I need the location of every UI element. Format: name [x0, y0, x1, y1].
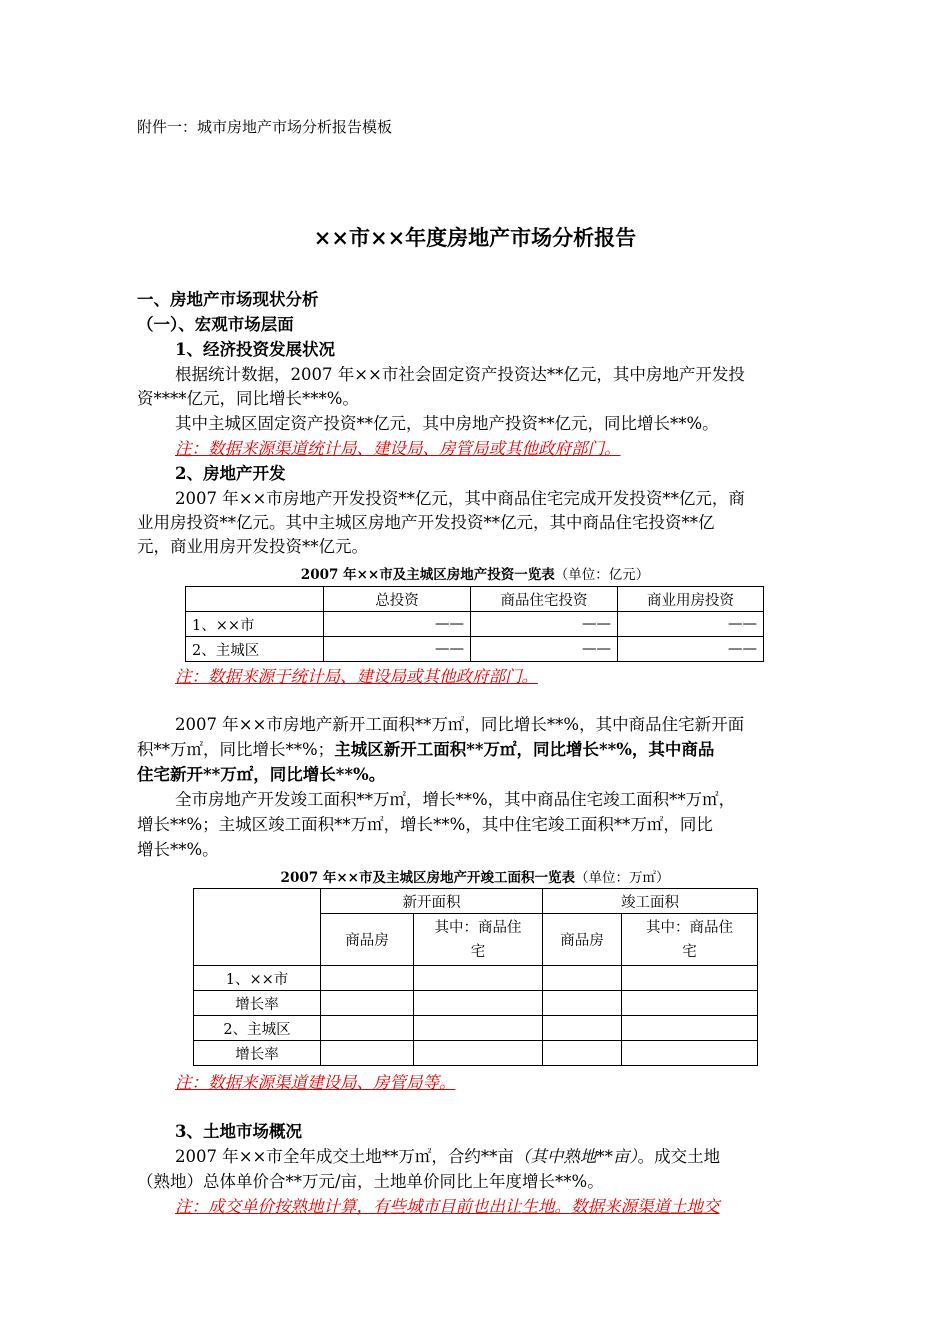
table-cell — [321, 966, 414, 991]
plain-text: 。成交土地 — [637, 1147, 721, 1166]
subheader-line: 其中：商品住 — [646, 919, 733, 936]
table-header-row — [186, 587, 764, 612]
item1-source-note: 注：数据来源渠道统计局、建设局、房管局或其他政府部门。 — [175, 439, 621, 458]
table-cell — [622, 1041, 758, 1066]
table1-title — [0, 563, 950, 583]
table-subheader-cell — [414, 914, 543, 966]
item3-heading: 3、土地市场概况 — [175, 1122, 302, 1141]
table-row — [194, 1016, 758, 1041]
table-cell — [622, 1016, 758, 1041]
item2-paragraph-line: 住宅新开**万㎡，同比增长**%。 — [137, 765, 386, 784]
table-cell — [321, 991, 414, 1016]
item2-paragraph-line: 业用房投资**亿元。其中主城区房地产开发投资**亿元，其中商品住宅投资**亿 — [137, 513, 715, 532]
item3-paragraph-line: （熟地）总体单价合**万元/亩，土地单价同比上年度增长**%。 — [137, 1172, 604, 1191]
table-cell: —— — [618, 637, 764, 662]
subheader-line: 宅 — [470, 943, 486, 960]
table-cell — [622, 991, 758, 1016]
table-row — [186, 637, 764, 662]
table-row — [194, 991, 758, 1016]
table1-title-text: 2007 年××市及主城区房地产投资一览表 — [300, 567, 555, 583]
item2-paragraph-line: 增长**%。 — [137, 840, 219, 859]
table-group-header: 新开面积 — [321, 889, 543, 914]
table-subheader-cell — [622, 914, 758, 966]
table-cell — [414, 966, 543, 991]
table-row — [194, 1041, 758, 1066]
table-subheader-cell: 商品房 — [543, 914, 622, 966]
table-header-cell — [186, 587, 324, 612]
table1-unit: （单位：亿元） — [554, 567, 650, 583]
table1-source-note: 注：数据来源于统计局、建设局或其他政府部门。 — [175, 667, 538, 686]
table-corner-cell — [194, 889, 321, 966]
table-cell — [414, 1041, 543, 1066]
item1-paragraph-line: 根据统计数据，2007 年××市社会固定资产投资达**亿元，其中房地产开发投 — [175, 365, 745, 384]
attachment-label: 附件一：城市房地产市场分析报告模板 — [137, 118, 393, 136]
item3-source-note: 注：成交单价按熟地计算，有些城市目前也出让生地。数据来源渠道土地交 — [175, 1197, 720, 1216]
table-cell: —— — [471, 637, 618, 662]
subheader-line: 宅 — [682, 943, 697, 960]
table-cell: —— — [471, 612, 618, 637]
item2-paragraph-line: 2007 年××市房地产开发投资**亿元，其中商品住宅完成开发投资**亿元，商 — [175, 489, 745, 508]
table-header-cell: 商业用房投资 — [618, 587, 764, 612]
table2-unit: （单位：万㎡） — [574, 870, 670, 886]
table-cell — [414, 1016, 543, 1041]
table-subheader-cell: 商品房 — [321, 914, 414, 966]
plain-text: 积**万㎡，同比增长**%； — [137, 740, 335, 759]
table-header-cell: 总投资 — [324, 587, 471, 612]
table2-title-text: 2007 年××市及主城区房地产开竣工面积一览表 — [280, 870, 575, 886]
item1-paragraph-line: 资****亿元，同比增长***%。 — [137, 389, 359, 408]
table-cell — [414, 991, 543, 1016]
table-cell: —— — [324, 637, 471, 662]
table-header-cell: 商品住宅投资 — [471, 587, 618, 612]
item2-paragraph-line: 2007 年××市房地产新开工面积**万㎡，同比增长**%，其中商品住宅新开面 — [175, 715, 745, 734]
table-group-header: 竣工面积 — [543, 889, 758, 914]
table-cell — [543, 991, 622, 1016]
item2-paragraph-line: 元，商业用房开发投资**亿元。 — [137, 537, 368, 556]
table-header-row — [194, 889, 758, 914]
section-heading: 一、房地产市场现状分析 — [137, 290, 319, 309]
item2-paragraph-line: 增长**%；主城区竣工面积**万㎡，增长**%，其中住宅竣工面积**万㎡，同比 — [137, 815, 713, 834]
area-table — [193, 888, 758, 1066]
table-row-label: 增长率 — [194, 991, 321, 1016]
table-cell — [543, 1041, 622, 1066]
table2-source-note: 注：数据来源渠道建设局、房管局等。 — [175, 1073, 456, 1092]
italic-text: （其中熟地**亩） — [513, 1147, 638, 1166]
table-row — [194, 966, 758, 991]
table-cell — [543, 1016, 622, 1041]
item1-heading: 1、经济投资发展状况 — [175, 340, 335, 359]
table-cell — [321, 1016, 414, 1041]
plain-text: 2007 年××市全年成交土地**万㎡，合约**亩 — [175, 1147, 514, 1166]
investment-table — [185, 586, 764, 662]
table-cell: —— — [324, 612, 471, 637]
item2-heading: 2、房地产开发 — [175, 464, 286, 483]
item2-paragraph-line: 全市房地产开发竣工面积**万㎡，增长**%，其中商品住宅竣工面积**万㎡， — [175, 790, 736, 809]
table-row-label: 2、主城区 — [194, 1016, 321, 1041]
table-cell — [321, 1041, 414, 1066]
table-cell — [543, 966, 622, 991]
item1-paragraph-line: 其中主城区固定资产投资**亿元，其中房地产投资**亿元，同比增长**%。 — [175, 414, 719, 433]
table-row-label: 1、××市 — [194, 966, 321, 991]
subsection-heading: （一）、宏观市场层面 — [137, 315, 294, 334]
table-row-label: 1、××市 — [186, 612, 324, 637]
table-row — [186, 612, 764, 637]
table-row-label: 增长率 — [194, 1041, 321, 1066]
bold-text: 主城区新开工面积**万㎡，同比增长**%，其中商品 — [334, 740, 715, 759]
table-cell: —— — [618, 612, 764, 637]
subheader-line: 其中：商品住 — [434, 919, 522, 936]
item3-paragraph-line — [175, 1145, 720, 1169]
report-title: ××市××年度房地产市场分析报告 — [313, 225, 637, 250]
table-cell — [622, 966, 758, 991]
table2-title — [0, 866, 950, 886]
item2-paragraph-line — [137, 738, 714, 762]
table-row-label: 2、主城区 — [186, 637, 324, 662]
